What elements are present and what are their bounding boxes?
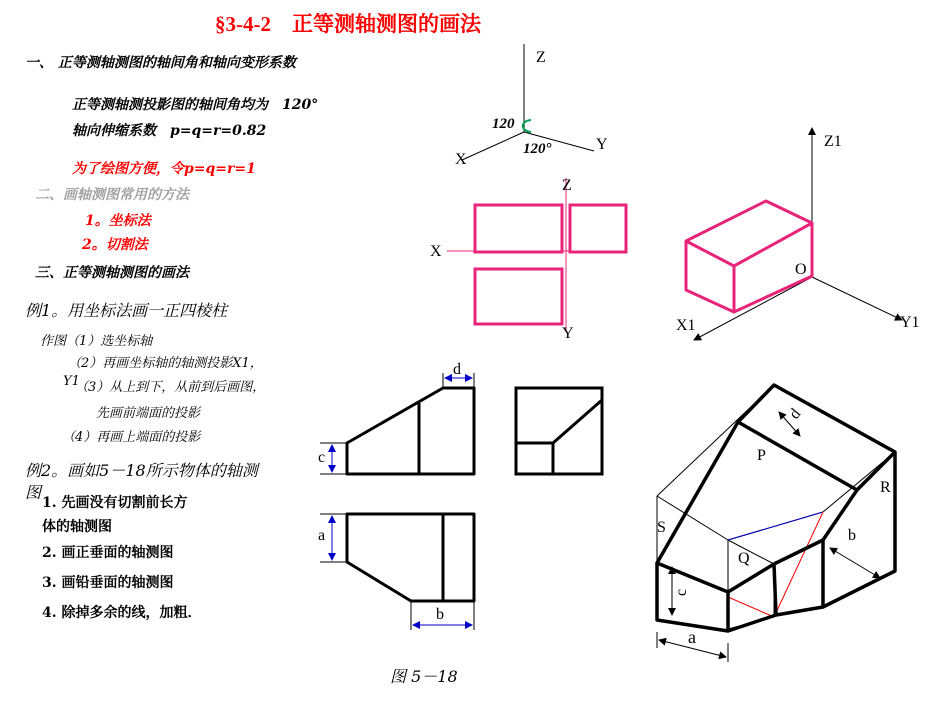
example2-title: 例2。画如5－18所示物体的轴测 — [25, 461, 258, 480]
axis-angle-label-1: 120 — [492, 116, 515, 132]
iso-dim-d-label: d — [786, 405, 805, 423]
example1-step3-prefix: Y1 — [63, 374, 80, 389]
axis-z-label: Z — [536, 49, 546, 66]
example1-step2: （2）再画坐标轴的轴测投影X1， — [68, 356, 263, 371]
three-views — [447, 178, 626, 332]
example2-step1b: 体的轴测图 — [42, 519, 112, 535]
iso-box — [686, 201, 812, 312]
simplified-factor-text: 为了绘图方便，令p=q=r=1 — [72, 161, 256, 177]
top-view — [347, 514, 474, 601]
section2-heading: 二、画轴测图常用的方法 — [35, 187, 189, 203]
views-x-label: X — [430, 243, 442, 260]
example1-step4: （4）再画上端面的投影 — [62, 430, 201, 445]
iso-z1-label: Z1 — [824, 133, 842, 150]
dim-a-label: a — [318, 527, 326, 544]
face-Q-label: Q — [738, 550, 750, 567]
axis-angle-label-2: 120° — [523, 141, 552, 157]
example1-title: 例1。用坐标法画一正四棱柱 — [25, 301, 228, 320]
example2-step4: 4. 除掉多余的线，加粗． — [42, 605, 202, 621]
page-title: §3-4-2 正等测轴测图的画法 — [215, 12, 481, 36]
iso-dim-b-label: b — [848, 527, 856, 544]
iso-x1-label: X1 — [676, 317, 696, 334]
section1-heading: 一、 正等测轴测图的轴间角和轴向变形系数 — [25, 55, 296, 71]
example2-step3: 3. 画铅垂面的轴测图 — [42, 575, 174, 591]
iso-y1-label: Y1 — [900, 314, 920, 331]
method-cutting: 2。切割法 — [82, 237, 148, 253]
example1-step3: （3）从上到下，从前到后画图， — [75, 380, 266, 395]
dim-d-label: d — [453, 361, 461, 378]
face-S-label: S — [657, 519, 666, 536]
dim-b-label: b — [436, 606, 444, 623]
iso-origin-label: O — [795, 261, 807, 278]
iso-object-thick — [657, 385, 895, 631]
axis-angle-text: 正等测轴测投影图的轴间角均为 120° — [72, 97, 319, 113]
front-view — [347, 388, 474, 474]
views-z-label: Z — [562, 177, 572, 194]
axis-x-label: X — [455, 151, 467, 168]
axis-y-label: Y — [596, 136, 608, 153]
face-R-label: R — [880, 479, 891, 496]
section3-heading: 三、正等测轴测图的画法 — [35, 265, 189, 281]
face-P-label: P — [757, 447, 766, 464]
example1-step3b: 先画前端面的投影 — [96, 406, 201, 421]
iso-dim-a-label: a — [688, 627, 696, 647]
example2-step2: 2. 画正垂面的轴测图 — [42, 545, 174, 561]
views-y-label: Y — [562, 325, 574, 342]
method-coordinate: 1。坐标法 — [85, 213, 151, 229]
example2-step1: 1. 先画没有切割前长方 — [42, 495, 188, 511]
dim-c-label: c — [318, 449, 326, 466]
example2-title-cont: 图 — [25, 483, 42, 502]
scale-factor-text: 轴向伸缩系数 p=q=r=0.82 — [72, 123, 267, 139]
side-view — [516, 388, 602, 474]
example1-step1: 作图（1）选坐标轴 — [40, 334, 153, 349]
figure-caption: 图 5－18 — [390, 667, 458, 686]
iso-dim-c-label: c — [673, 588, 690, 596]
